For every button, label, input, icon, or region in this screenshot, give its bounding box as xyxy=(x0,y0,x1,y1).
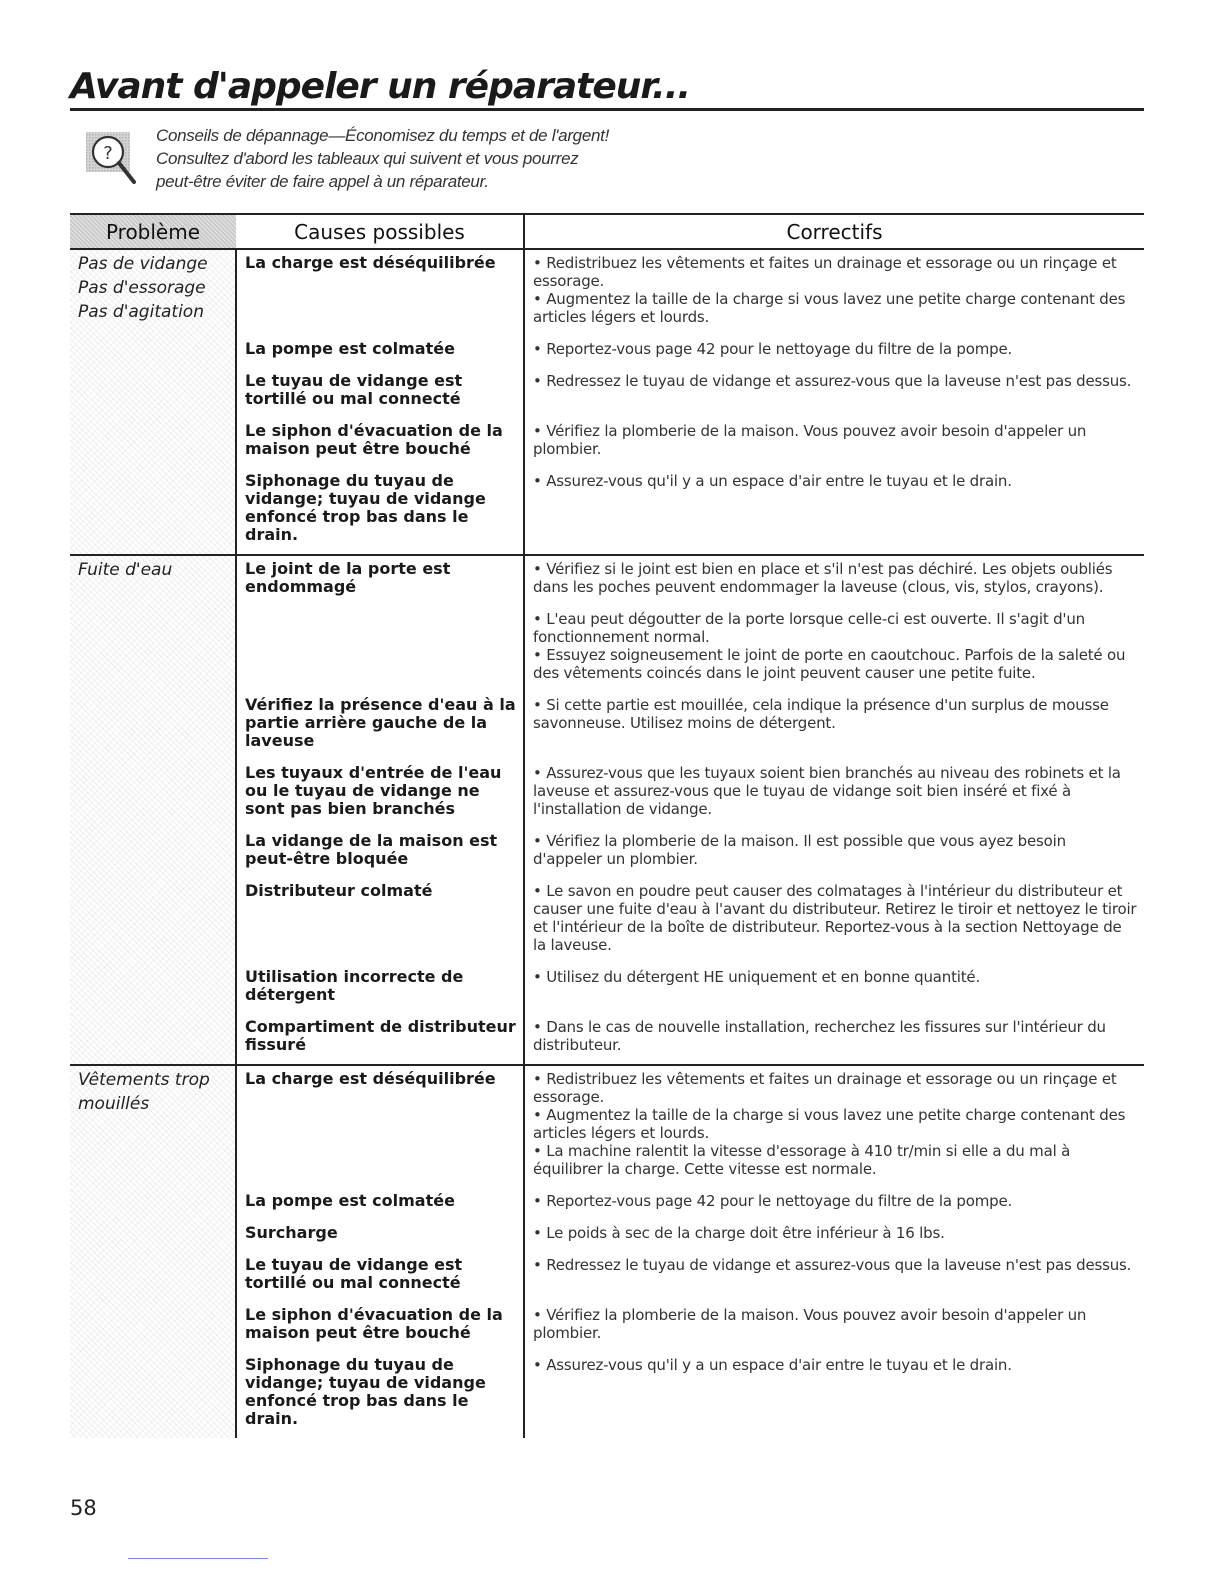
possible-cause: Les tuyaux d'entrée de l'eau ou le tuyau de vidange ne sont pas bien branchés xyxy=(236,760,524,828)
fix-item: • Redressez le tuyau de vidange et assurez-vous que la laveuse n'est pas dessus. xyxy=(533,372,1132,390)
fix-cell xyxy=(524,368,1144,418)
header-causes: Causes possibles xyxy=(236,214,524,249)
header-fixes: Correctifs xyxy=(524,214,1144,249)
possible-cause: Utilisation incorrecte de détergent xyxy=(236,964,524,1014)
fix-item: • Vérifiez si le joint est bien en place et s'il n'est pas déchiré. Les objets oubliés dans les poches peuvent endommager la laveuse (clous, vis, stylos, crayons). xyxy=(533,560,1113,596)
possible-cause: La pompe est colmatée xyxy=(236,336,524,368)
header-problem: Problème xyxy=(70,214,236,249)
fix-item: • Redressez le tuyau de vidange et assurez-vous que la laveuse n'est pas dessus. xyxy=(533,1256,1132,1274)
fix-cell xyxy=(524,1014,1144,1065)
fix-item: • Reportez-vous page 42 pour le nettoyage du filtre de la pompe. xyxy=(533,340,1013,358)
fix-item: • Si cette partie est mouillée, cela indique la présence d'un surplus de mousse savonneuse. Utilisez moins de détergent. xyxy=(533,696,1109,732)
fix-item: • Utilisez du détergent HE uniquement et en bonne quantité. xyxy=(533,968,981,986)
possible-cause: La vidange de la maison est peut-être bloquée xyxy=(236,828,524,878)
possible-cause: Le tuyau de vidange est tortillé ou mal connecté xyxy=(236,368,524,418)
tips-line: Consultez d'abord les tableaux qui suivent et vous pourrez xyxy=(156,149,579,168)
fix-item: • Le savon en poudre peut causer des colmatages à l'intérieur du distributeur et causer une fuite d'eau à l'avant du distributeur. Retirez le tiroir et nettoyez le tiroir et l'intérieur de la boîte de distributeur. Reportez-vous à la section Nettoyage de la laveuse. xyxy=(533,882,1137,954)
possible-cause: Siphonage du tuyau de vidange; tuyau de vidange enfoncé trop bas dans le drain. xyxy=(236,1352,524,1438)
troubleshooting-tips xyxy=(156,124,856,193)
possible-cause: La pompe est colmatée xyxy=(236,1188,524,1220)
possible-cause: Distributeur colmaté xyxy=(236,878,524,964)
problem-label: Pas de vidange xyxy=(78,254,208,274)
possible-cause: Le siphon d'évacuation de la maison peut être bouché xyxy=(236,1302,524,1352)
fix-item: • Assurez-vous que les tuyaux soient bien branchés au niveau des robinets et la laveuse et assurez-vous que le tuyau de vidange soit bien inséré et fixé à l'installation de vidange. xyxy=(533,764,1121,818)
fix-item: • Essuyez soigneusement le joint de porte en caoutchouc. Parfois de la saleté ou des vêtements coincés dans le joint peuvent causer une petite fuite. xyxy=(533,646,1126,682)
svg-text:?: ? xyxy=(103,143,113,164)
fix-cell xyxy=(524,468,1144,555)
fix-cell xyxy=(524,555,1144,606)
possible-cause: Le siphon d'évacuation de la maison peut être bouché xyxy=(236,418,524,468)
possible-cause: Le tuyau de vidange est tortillé ou mal connecté xyxy=(236,1252,524,1302)
fix-item: • Reportez-vous page 42 pour le nettoyage du filtre de la pompe. xyxy=(533,1192,1013,1210)
possible-cause xyxy=(236,606,524,692)
fix-item: • Assurez-vous qu'il y a un espace d'air entre le tuyau et le drain. xyxy=(533,472,1012,490)
fix-item: • Augmentez la taille de la charge si vous lavez une petite charge contenant des articles légers et lourds. xyxy=(533,1106,1126,1142)
tips-line: Conseils de dépannage—Économisez du temps et de l'argent! xyxy=(156,126,609,145)
table-row xyxy=(70,555,1144,606)
page-title: Avant d'appeler un réparateur... xyxy=(70,66,691,107)
possible-cause: La charge est déséquilibrée xyxy=(236,249,524,336)
problem-label: Vêtements trop xyxy=(78,1070,210,1090)
problem-cell xyxy=(70,249,236,555)
fix-cell xyxy=(524,606,1144,692)
problem-group xyxy=(70,249,1144,555)
possible-cause: Surcharge xyxy=(236,1220,524,1252)
fix-cell xyxy=(524,1302,1144,1352)
possible-cause: La charge est déséquilibrée xyxy=(236,1065,524,1188)
fix-cell xyxy=(524,878,1144,964)
possible-cause: Siphonage du tuyau de vidange; tuyau de vidange enfoncé trop bas dans le drain. xyxy=(236,468,524,555)
fix-item: • Vérifiez la plomberie de la maison. Il est possible que vous ayez besoin d'appeler un plombier. xyxy=(533,832,1066,868)
fix-cell xyxy=(524,418,1144,468)
problem-label: Fuite d'eau xyxy=(78,560,173,580)
fix-cell xyxy=(524,1065,1144,1188)
problem-label: Pas d'essorage xyxy=(78,278,206,298)
fix-cell xyxy=(524,1220,1144,1252)
fix-cell xyxy=(524,1352,1144,1438)
problem-cell xyxy=(70,1065,236,1438)
table-row xyxy=(70,249,1144,336)
page-number: 58 xyxy=(70,1496,97,1520)
fix-item: • Redistribuez les vêtements et faites un drainage et essorage ou un rinçage et essorage. xyxy=(533,1070,1117,1106)
fix-cell xyxy=(524,1188,1144,1220)
tips-line: peut-être éviter de faire appel à un réparateur. xyxy=(156,172,489,191)
table-row xyxy=(70,1065,1144,1188)
magnifier-question-icon xyxy=(86,128,146,190)
fix-cell xyxy=(524,828,1144,878)
possible-cause: Vérifiez la présence d'eau à la partie arrière gauche de la laveuse xyxy=(236,692,524,760)
problem-label: mouillés xyxy=(78,1094,150,1114)
fix-item: • Vérifiez la plomberie de la maison. Vous pouvez avoir besoin d'appeler un plombier. xyxy=(533,1306,1087,1342)
footer-rule xyxy=(128,1558,268,1559)
title-rule xyxy=(70,108,1144,111)
problem-cell xyxy=(70,555,236,1065)
fix-item: • La machine ralentit la vitesse d'essorage à 410 tr/min si elle a du mal à équilibrer la charge. Cette vitesse est normale. xyxy=(533,1142,1071,1178)
problem-label: Pas d'agitation xyxy=(78,302,204,322)
fix-cell xyxy=(524,249,1144,336)
fix-item: • Augmentez la taille de la charge si vous lavez une petite charge contenant des articles légers et lourds. xyxy=(533,290,1126,326)
fix-item: • Le poids à sec de la charge doit être inférieur à 16 lbs. xyxy=(533,1224,945,1242)
fix-cell xyxy=(524,1252,1144,1302)
fix-item: • Vérifiez la plomberie de la maison. Vous pouvez avoir besoin d'appeler un plombier. xyxy=(533,422,1087,458)
troubleshooting-table xyxy=(70,213,1144,1438)
problem-group xyxy=(70,555,1144,1065)
possible-cause: Compartiment de distributeur fissuré xyxy=(236,1014,524,1065)
fix-item: • Dans le cas de nouvelle installation, recherchez les fissures sur l'intérieur du distributeur. xyxy=(533,1018,1106,1054)
possible-cause: Le joint de la porte est endommagé xyxy=(236,555,524,606)
fix-item: • Assurez-vous qu'il y a un espace d'air entre le tuyau et le drain. xyxy=(533,1356,1012,1374)
problem-group xyxy=(70,1065,1144,1438)
fix-cell xyxy=(524,336,1144,368)
fix-item: • Redistribuez les vêtements et faites un drainage et essorage ou un rinçage et essorage. xyxy=(533,254,1117,290)
fix-cell xyxy=(524,964,1144,1014)
fix-cell xyxy=(524,760,1144,828)
fix-item: • L'eau peut dégoutter de la porte lorsque celle-ci est ouverte. Il s'agit d'un fonctionnement normal. xyxy=(533,610,1085,646)
fix-cell xyxy=(524,692,1144,760)
